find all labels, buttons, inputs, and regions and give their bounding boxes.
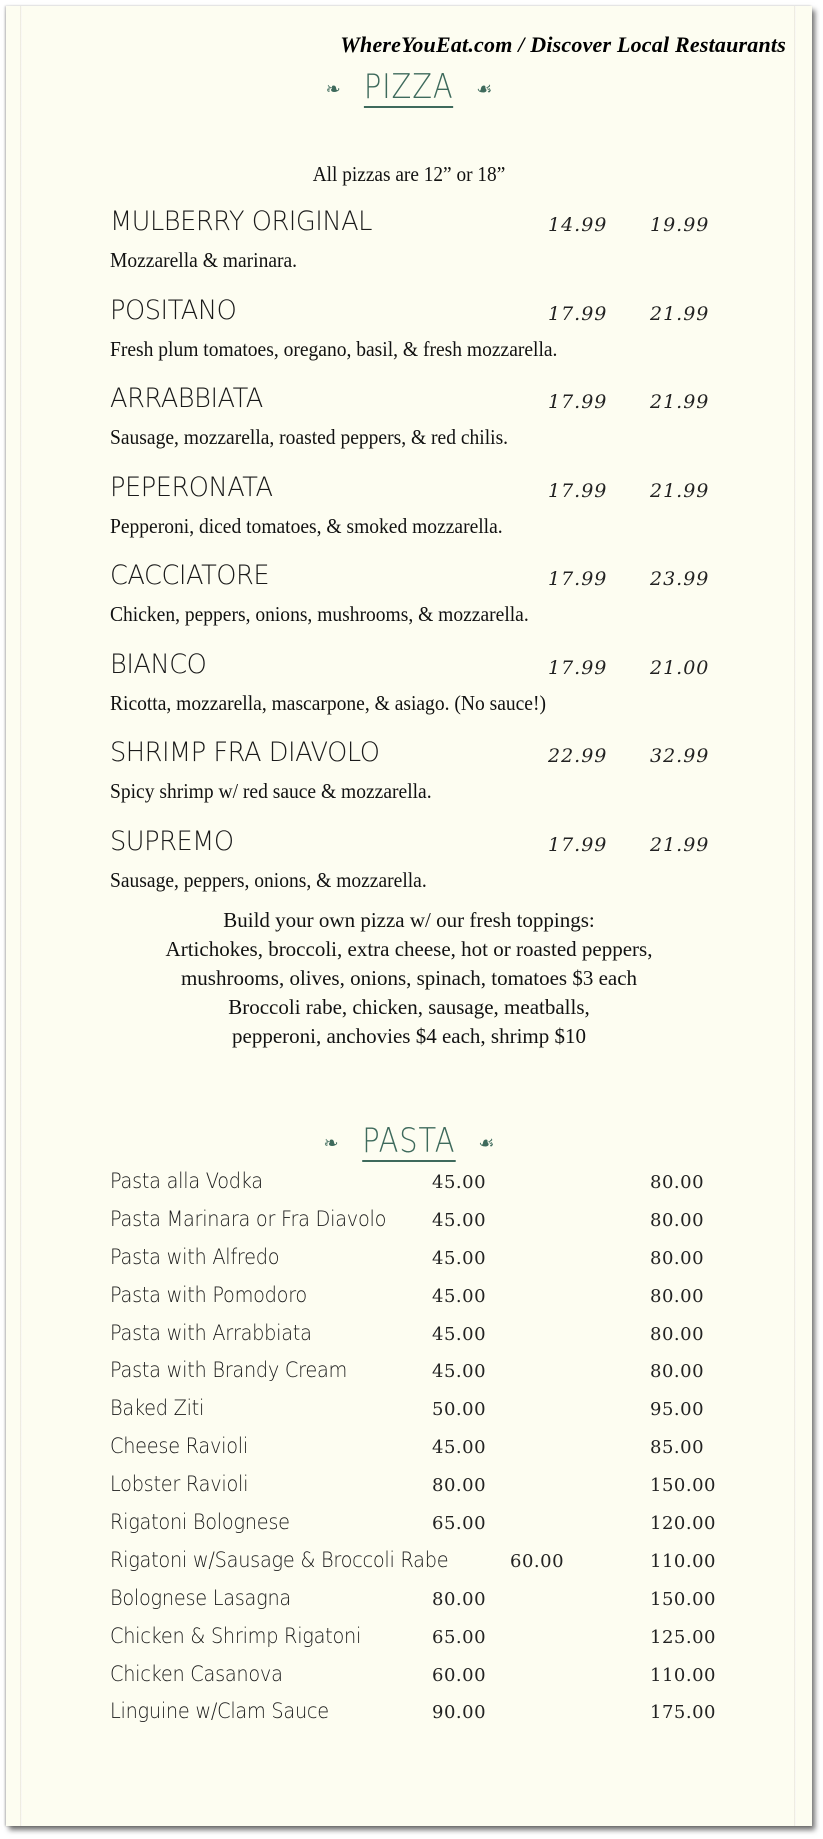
pizza-price-18: 21.00 xyxy=(650,656,710,679)
pizza-item xyxy=(110,472,730,561)
pizza-description: Spicy shrimp w/ red sauce & mozzarella. xyxy=(110,779,432,803)
ornament-left-icon: ❧ xyxy=(323,1132,339,1154)
pasta-name: Baked Ziti xyxy=(110,1396,205,1421)
pasta-item xyxy=(110,1396,730,1434)
pizza-item xyxy=(110,826,730,915)
pasta-name: Pasta with Brandy Cream xyxy=(110,1358,348,1383)
pizza-size-note: All pizzas are 12” or 18” xyxy=(312,162,506,186)
pizza-item xyxy=(110,560,730,649)
pasta-price-full-tray: 80.00 xyxy=(650,1285,705,1307)
pizza-name: POSITANO xyxy=(110,294,237,326)
pasta-price-half-tray: 45.00 xyxy=(432,1323,487,1345)
pasta-name: Pasta with Alfredo xyxy=(110,1244,280,1269)
pasta-price-half-tray: 90.00 xyxy=(432,1702,487,1724)
pasta-price-full-tray: 80.00 xyxy=(650,1247,705,1269)
pasta-price-half-tray: 65.00 xyxy=(432,1513,487,1535)
pizza-price-18: 19.99 xyxy=(650,214,710,236)
pizza-section-heading xyxy=(6,67,812,108)
pasta-item xyxy=(110,1358,730,1396)
pasta-name: Chicken & Shrimp Rigatoni xyxy=(110,1623,362,1648)
pasta-price-half-tray: 45.00 xyxy=(432,1285,487,1307)
toppings-line: Artichokes, broccoli, extra cheese, hot or roasted peppers, xyxy=(165,937,653,961)
pasta-name: Pasta with Arrabbiata xyxy=(110,1320,312,1345)
pasta-item xyxy=(110,1169,730,1207)
pasta-item xyxy=(110,1472,730,1510)
pizza-price-12: 17.99 xyxy=(548,391,608,413)
pasta-price-full-tray: 85.00 xyxy=(650,1437,705,1459)
pasta-price-half-tray: 45.00 xyxy=(432,1172,487,1193)
pasta-item xyxy=(110,1434,730,1472)
pasta-name: Pasta alla Vodka xyxy=(110,1169,263,1193)
pasta-price-full-tray: 120.00 xyxy=(650,1513,716,1535)
pasta-name: Chicken Casanova xyxy=(110,1661,283,1686)
ornament-right-icon: ☙ xyxy=(476,78,493,100)
build-your-own-toppings xyxy=(6,906,812,1051)
pizza-price-18: 21.99 xyxy=(650,391,710,413)
pasta-price-full-tray: 110.00 xyxy=(650,1550,716,1572)
pasta-price-half-tray: 45.00 xyxy=(432,1361,487,1383)
pizza-name: SHRIMP FRA DIAVOLO xyxy=(110,737,380,768)
pizza-price-12: 22.99 xyxy=(548,745,608,767)
pasta-price-half-tray: 80.00 xyxy=(432,1588,487,1610)
pizza-description: Fresh plum tomatoes, oregano, basil, & fresh mozzarella. xyxy=(110,336,558,361)
pasta-item xyxy=(110,1586,730,1624)
pasta-item xyxy=(110,1662,730,1700)
pasta-item xyxy=(110,1245,730,1283)
pizza-description: Sausage, peppers, onions, & mozzarella. xyxy=(110,867,427,892)
site-watermark: WhereYouEat.com / Discover Local Restaurants xyxy=(340,32,786,57)
pasta-price-half-tray: 45.00 xyxy=(432,1247,487,1269)
pizza-price-18: 21.99 xyxy=(650,833,710,856)
pasta-name: Bolognese Lasagna xyxy=(110,1585,291,1610)
pasta-item xyxy=(110,1283,730,1321)
pasta-item xyxy=(110,1699,730,1737)
pasta-heading-title: PASTA xyxy=(361,1121,456,1161)
pasta-price-full-tray: 80.00 xyxy=(650,1323,705,1345)
pasta-name: Cheese Ravioli xyxy=(110,1434,248,1459)
pasta-price-half-tray: 50.00 xyxy=(432,1399,487,1421)
pasta-price-half-tray: 45.00 xyxy=(432,1209,487,1231)
ornament-right-icon: ☙ xyxy=(478,1132,495,1154)
pizza-name: MULBERRY ORIGINAL xyxy=(110,206,372,237)
pizza-price-18: 32.99 xyxy=(650,745,710,767)
pasta-price-half-tray: 60.00 xyxy=(510,1550,565,1572)
pasta-price-full-tray: 175.00 xyxy=(650,1702,716,1724)
pizza-item xyxy=(110,383,730,472)
pizza-item xyxy=(110,295,730,384)
pizza-list xyxy=(110,206,730,914)
pasta-price-full-tray: 110.00 xyxy=(650,1664,716,1686)
pasta-price-full-tray: 125.00 xyxy=(650,1626,716,1648)
pasta-name: Rigatoni Bolognese xyxy=(110,1510,290,1535)
pizza-price-18: 21.99 xyxy=(650,302,710,325)
pasta-item xyxy=(110,1548,730,1586)
pizza-name: CACCIATORE xyxy=(110,560,270,591)
pizza-price-18: 23.99 xyxy=(650,568,710,590)
pizza-description: Ricotta, mozzarella, mascarpone, & asiago. (No sauce!) xyxy=(110,690,546,715)
pizza-item xyxy=(110,649,730,738)
pasta-price-half-tray: 65.00 xyxy=(432,1626,487,1648)
pizza-name: BIANCO xyxy=(110,648,207,680)
pasta-price-full-tray: 80.00 xyxy=(650,1361,705,1383)
pizza-price-12: 17.99 xyxy=(548,479,608,502)
pasta-price-half-tray: 45.00 xyxy=(432,1437,487,1459)
pasta-item xyxy=(110,1510,730,1548)
pasta-name: Rigatoni w/Sausage & Broccoli Rabe xyxy=(110,1547,449,1572)
pizza-name: ARRABBIATA xyxy=(110,383,263,414)
pasta-name: Linguine w/Clam Sauce xyxy=(110,1699,329,1724)
pizza-price-12: 17.99 xyxy=(548,656,608,679)
pizza-item xyxy=(110,737,730,826)
pasta-item xyxy=(110,1207,730,1245)
pizza-description: Mozzarella & marinara. xyxy=(110,248,298,272)
pasta-name: Pasta Marinara or Fra Diavolo xyxy=(110,1206,387,1231)
pizza-name: PEPERONATA xyxy=(110,471,273,503)
pasta-price-full-tray: 150.00 xyxy=(650,1475,716,1497)
pasta-item xyxy=(110,1624,730,1662)
toppings-line: Broccoli rabe, chicken, sausage, meatballs, xyxy=(228,995,590,1019)
pizza-price-12: 17.99 xyxy=(548,833,608,856)
pizza-price-12: 17.99 xyxy=(548,568,608,590)
pasta-name: Lobster Ravioli xyxy=(110,1472,249,1497)
toppings-line: mushrooms, olives, onions, spinach, tomatoes $3 each xyxy=(180,966,638,990)
pasta-item xyxy=(110,1321,730,1359)
pizza-name: SUPREMO xyxy=(110,825,234,857)
pasta-price-full-tray: 80.00 xyxy=(650,1209,705,1231)
pasta-price-full-tray: 150.00 xyxy=(650,1588,716,1610)
pizza-heading-title: PIZZA xyxy=(363,67,454,107)
pasta-price-half-tray: 60.00 xyxy=(432,1664,487,1686)
ornament-left-icon: ❧ xyxy=(325,78,341,100)
pizza-description: Chicken, peppers, onions, mushrooms, & mozzarella. xyxy=(110,602,529,626)
pasta-price-full-tray: 95.00 xyxy=(650,1399,705,1421)
pasta-price-full-tray: 80.00 xyxy=(650,1172,705,1193)
pasta-name: Pasta with Pomodoro xyxy=(110,1282,307,1307)
pizza-description: Sausage, mozzarella, roasted peppers, & red chilis. xyxy=(110,425,509,449)
pizza-item xyxy=(110,206,730,295)
menu-page xyxy=(6,6,812,1826)
pizza-description: Pepperoni, diced tomatoes, & smoked mozzarella. xyxy=(110,513,503,538)
pasta-list xyxy=(110,1169,730,1737)
toppings-line: Build your own pizza w/ our fresh toppings: xyxy=(223,908,595,932)
pizza-price-12: 17.99 xyxy=(548,302,608,325)
toppings-line: pepperoni, anchovies $4 each, shrimp $10 xyxy=(232,1024,586,1048)
pasta-price-half-tray: 80.00 xyxy=(432,1475,487,1497)
pizza-price-18: 21.99 xyxy=(650,479,710,502)
pasta-section-heading xyxy=(6,1121,812,1162)
pizza-price-12: 14.99 xyxy=(548,214,608,236)
